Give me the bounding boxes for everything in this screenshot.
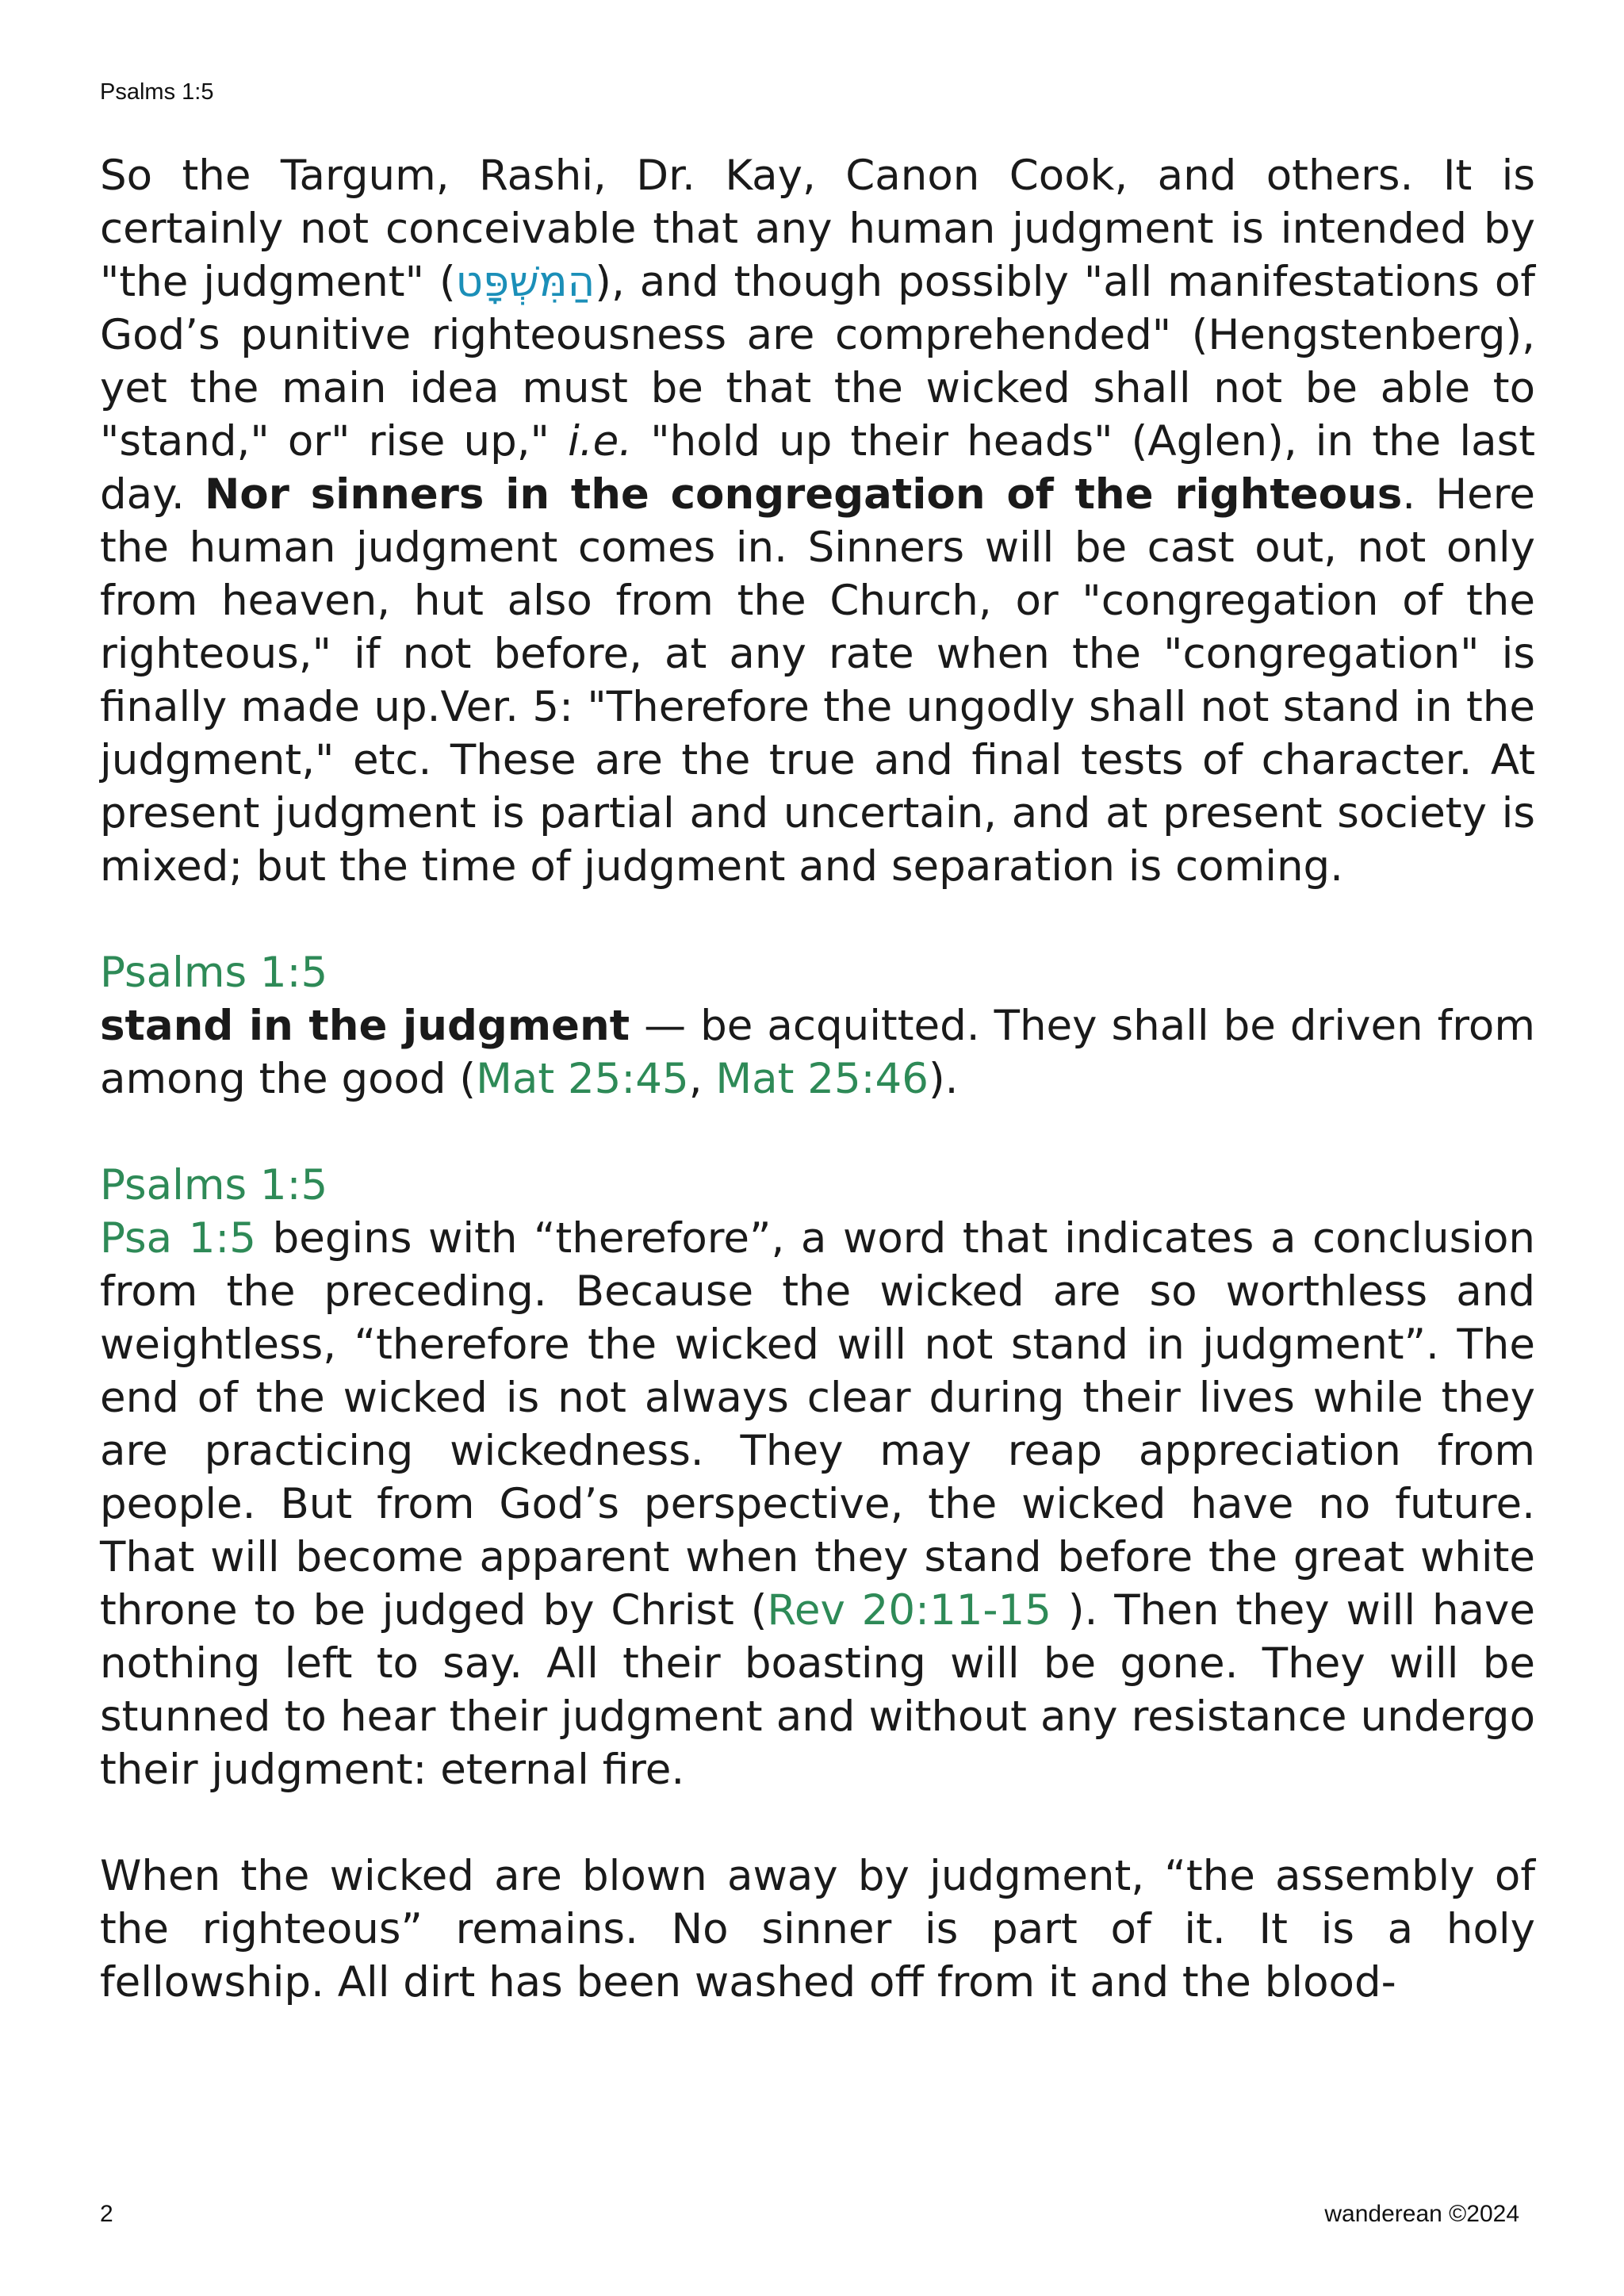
paragraph-text: ), and though possibly "all manifestations of God’s punitive righteousness are comprehended" (Hengstenberg), yet the main idea must be that the wicked shall not be able to "stand," or" rise up," [100,258,1535,466]
hebrew-word: הַמִּשְׁפָּט [455,258,596,306]
spacer [100,1106,1535,1159]
paragraph-text: So the Targum, Rashi, Dr. Kay, Canon Cook, and others. It is certainly not conceivable that any human judgment is intended by "the judgment" ( [100,151,1535,306]
commentary-paragraph-1 [100,149,1535,893]
italic-abbreviation: i.e. [568,417,633,466]
paragraph-text: begins with “therefore”, a word that indicates a conclusion from the preceding. Because the wicked are so worthless and weightless, “therefore the wicked will not stand in judgment”. The end of the wicked is not always clear during their lives while they are practicing wickedness. They may reap appreciation from people. But from God’s perspective, the wicked have no future. That will become apparent when they stand before the great white throne to be judged by Christ ( [100,1214,1536,1635]
bold-verse-phrase: Nor sinners in the congregation of the righteous [204,470,1403,519]
page-header-reference: Psalms 1:5 [100,79,214,105]
spacer [100,893,1535,946]
commentary-paragraph-4: When the wicked are blown away by judgment, “the assembly of the righteous” remains. No sinner is part of it. It is a holy fellowship. All dirt has been washed off from it and the blood- [100,1852,1535,2007]
scripture-link-rev-20-11-15[interactable]: Rev 20:11-15 [767,1586,1051,1635]
paragraph-text: "hold up their heads" (Aglen), in the last day. [100,417,1535,519]
copyright-notice: wanderean ©2024 [1324,2201,1519,2227]
page-content [100,149,1535,2009]
separator: , [688,1055,716,1103]
spacer [100,1796,1535,1849]
commentary-paragraph-2 [100,999,1535,1106]
page-number: 2 [100,2201,113,2227]
scripture-link-psa-1-5[interactable]: Psa 1:5 [100,1214,257,1263]
paragraph-text: ). [928,1055,959,1103]
section-heading: Psalms 1:5 [100,949,328,997]
paragraph-text: ). Then they will have nothing left to say. All their boasting will be gone. They will be stunned to hear their judgment and without any resistance undergo their judgment: eternal fire. [100,1586,1535,1794]
paragraph-text: . Here the human judgment comes in. Sinners will be cast out, not only from heaven, hut also from the Church, or "congregation of the righteous," if not before, at any rate when the "congregation" is finally made up.Ver. 5: "Therefore the ungodly shall not stand in the judgment," etc. These are the true and final tests of character. At present judgment is partial and uncertain, and at present society is mixed; but the time of judgment and separation is coming. [100,470,1535,891]
commentary-paragraph-3 [100,1212,1535,1796]
bold-verse-phrase: stand in the judgment [100,1002,630,1050]
section-heading: Psalms 1:5 [100,1161,328,1209]
scripture-link-mat-25-45[interactable]: Mat 25:45 [476,1055,689,1103]
scripture-link-mat-25-46[interactable]: Mat 25:46 [715,1055,929,1103]
paragraph-text: — be acquitted. They shall be driven from among the good ( [100,1002,1535,1103]
